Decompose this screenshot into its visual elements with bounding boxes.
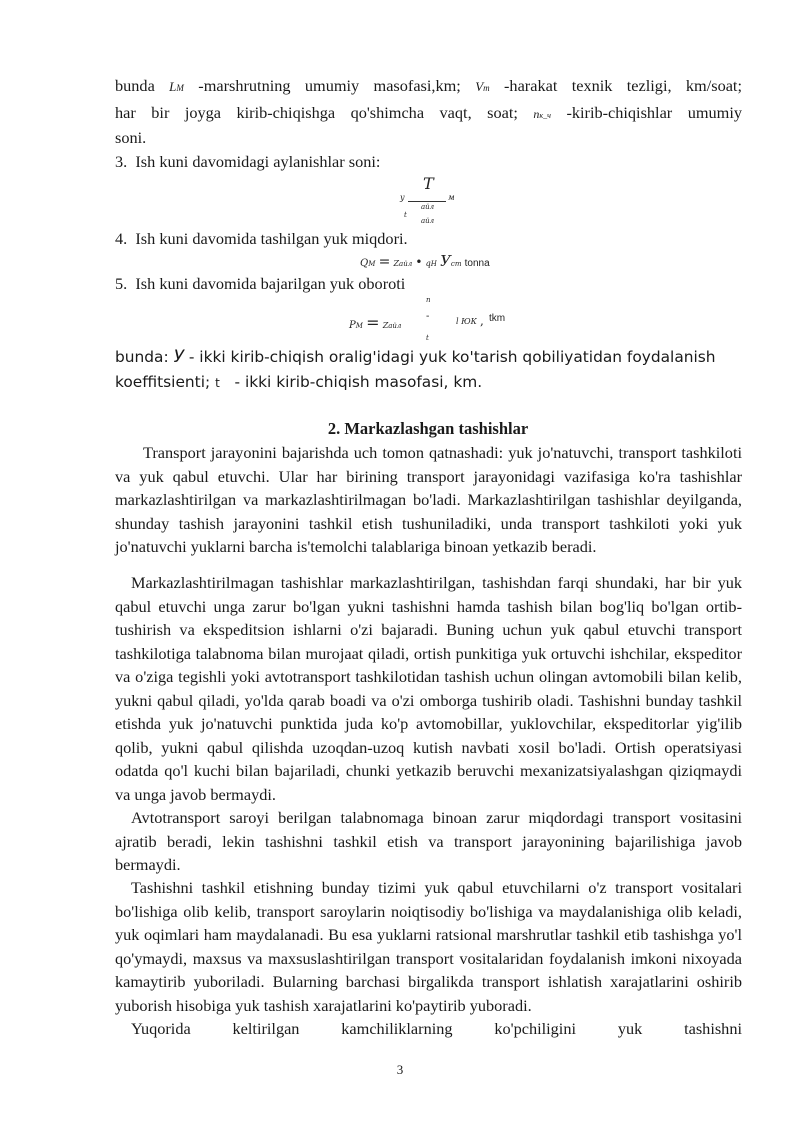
- intro-line-2: har bir joyga kirib-chiqishga qo'shimcha vaqt, soat; nк_ч -kirib-chiqishlar umumiy: [115, 103, 742, 122]
- formula-cargo: QM = Zайл • qH Уст tonna: [360, 252, 490, 270]
- formula1-T: T: [423, 174, 434, 193]
- intro-line-1: bunda LM -marshrutning umumiy masofasi,km; Vт -harakat texnik tezligi, km/soat;: [115, 76, 742, 95]
- formula3-t: t: [426, 334, 429, 342]
- formula3-dash: -: [426, 311, 430, 322]
- paragraph-1: Transport jarayonini bajarishda uch tomon qatnashadi: yuk jo'natuvchi, transport tashkiloti va yuk qabul etuvchi. Ular har birining transport jarayonidagi vazifasiga ko'ra tashishlar markazlashtirilgan va markazlashtirilmagan bo'ladi. Markazlashtirilgan tashishlar deyilganda, shunday tashish jarayonini tashkil etish tushuniladiki, unda transport tashkiloti yoki yuk jo'natuvchi yuklarni barcha is'temolchi talablariga binoan yetkazib beradi.: [115, 443, 742, 556]
- formula1-bar: [408, 201, 446, 202]
- section-heading: 2. Markazlashgan tashishlar: [327, 419, 529, 438]
- note-line-2: koeffitsienti; t - ikki kirib-chiqish masofasi, km.: [115, 373, 483, 391]
- note-line-1: bunda: У - ikki kirib-chiqish oralig'idagi yuk ko'tarish qobiliyatidan foydalanish: [115, 347, 716, 367]
- formula3-unit: tkm: [489, 313, 506, 324]
- paragraph-4: Tashishni tashkil etishning bunday tizimi yuk qabul etuvchilarni o'z transport vositalari bo'lishiga olib kelib, transport saroylarin noiqtisodiy bo'lishiga va maydalanishiga olib keladi, yuk oqimlari ham maydalanadi. Bu esa yuklarni ratsional marshrutlar tashkil etib tashishga yo'l qo'ymaydi, maxsus va maxsuslashtirilgan transport vositalaridan foydalanish imkoni nixoyada kamaytirib yuboriladi. Bularning barchasi birgalikda transport ishlatish xarajatlarini oshirib yuborish hisobiga yuk tashish xarajatlarini ko'paytirib yuboradi.: [115, 878, 742, 1015]
- formula3-l: l ЮК: [456, 317, 477, 326]
- paragraph-2: Markazlashtirilmagan tashishlar markazlashtirilgan, tashishdan farqi shundaki, har bir yuk qabul etuvchi unga zarur bo'lgan yukni tashishni hamda tashish bilan bog'liq bo'lgan ortib-tushirish va ekspeditsion ishlarni o'zi bajaradi. Buning uchun yuk qabul etuvchi transport tashkilotiga talabnoma bilan murojaat qiladi, ortish punkitiga yuk ortuvchi ishchilar, ekspeditor va o'ziga tegishli yoki avtotransport tashkilotidan tashish uchun olingan avtomobili bilan kelib, yukni qabul qiladi, yo'lda qarab boadi va o'zi omborga tushirib oladi. Tashishni bunday tashkil etishda yuk jo'natuvchi punktida juda ko'p avtomobillar, yuklovchilar, ekspeditorlar yig'ilib qolib, yukni qabul qilishda uzoqdan-uzoq kutish navbati xosil bo'ladi. Ortish operatsiyasi odatda qo'l kuchi bilan bajariladi, chunki yetkazib beruvchi mexanizatsiyalashgan qiziqmaydi va unga javob bermaydi.: [115, 573, 742, 804]
- formula1-ayl2: айл: [421, 217, 435, 225]
- formula1-m: м: [448, 193, 455, 202]
- formula3-comma: ,: [480, 314, 484, 328]
- formula1-y: у: [400, 193, 405, 202]
- formula1-t: t: [404, 211, 407, 219]
- list-item-5: 5. Ish kuni davomida bajarilgan yuk oboroti: [115, 274, 406, 293]
- list-item-3: 3. Ish kuni davomidagi aylanishlar soni:: [115, 152, 381, 171]
- intro-line-3: soni.: [115, 128, 147, 147]
- page-number: 3: [396, 1062, 404, 1077]
- formula3-main: PM = Zайл: [349, 313, 402, 332]
- list-item-4: 4. Ish kuni davomida tashilgan yuk miqdori.: [115, 229, 408, 248]
- paragraph-3: Avtotransport saroyi berilgan talabnomaga binoan zarur miqdordagi transport vositasini ajratib beradi, lekin tashishni tashkil etish va transport jarayonining bajarilishiga javob bermaydi.: [115, 808, 742, 874]
- formula1-ayl: айл: [421, 203, 435, 211]
- paragraph-5: Yuqorida keltirilgan kamchiliklarning ko'pchiligini yuk tashishni: [131, 1019, 742, 1038]
- formula3-n: n: [426, 296, 431, 304]
